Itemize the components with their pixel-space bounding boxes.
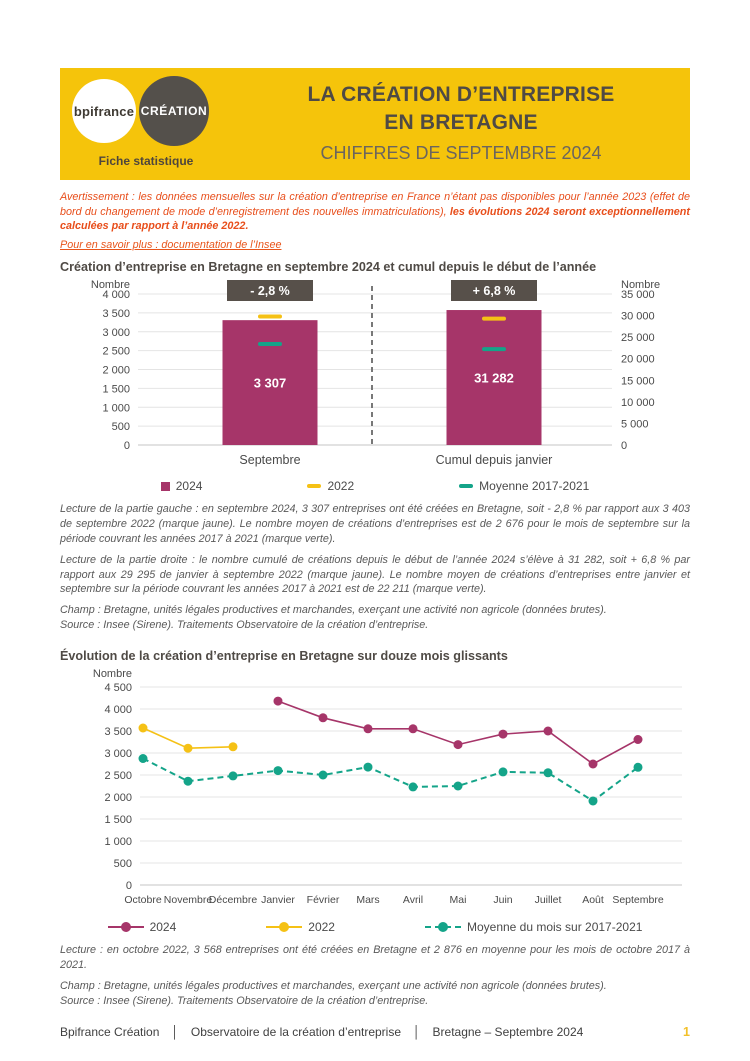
report-header xyxy=(60,68,690,180)
svg-text:Novembre: Novembre xyxy=(163,894,213,907)
footer-separator-2: │ xyxy=(413,1025,421,1039)
warning-text-normal: Avertissement : les données mensuelles sur la création d’entreprise en France n’étant pas disponibles pour l’année 2023 (effet de bord du changement de mode d’enregistrement des nouvelles immatriculations), xyxy=(60,191,690,218)
svg-text:2 500: 2 500 xyxy=(104,770,132,783)
warning-text-bold: les évolutions 2024 seront exceptionnellement calculées par rapport à l’année 2022. xyxy=(60,205,690,233)
legend-item-moyenne xyxy=(459,479,589,493)
svg-text:30 000: 30 000 xyxy=(621,310,655,323)
svg-text:1 500: 1 500 xyxy=(104,814,132,827)
legend-item-line-2024 xyxy=(108,920,177,934)
svg-text:3 000: 3 000 xyxy=(102,326,130,339)
bar-chart-svg xyxy=(60,280,690,476)
svg-text:- 2,8 %: - 2,8 % xyxy=(250,284,290,299)
svg-text:0: 0 xyxy=(621,440,628,453)
svg-text:Septembre: Septembre xyxy=(239,453,301,468)
note-lecture-ligne: Lecture : en octobre 2022, 3 568 entreprises ont été créées en Bretagne et 2 876 en moyenne pour les mois de octobre 2017 à 2021. xyxy=(60,944,690,972)
legend-marker-line-2024 xyxy=(108,926,144,928)
legend-label-line-2024: 2024 xyxy=(149,920,177,935)
line-chart xyxy=(60,669,690,935)
logo-block xyxy=(60,68,232,180)
legend-item-line-2022 xyxy=(266,920,335,934)
svg-text:4 500: 4 500 xyxy=(104,682,132,695)
legend-marker-line-moyenne xyxy=(425,926,461,928)
line-chart-svg xyxy=(60,669,690,917)
svg-text:2 000: 2 000 xyxy=(102,364,130,377)
legend-label-moyenne: Moyenne 2017-2021 xyxy=(479,479,590,494)
page-title-line2: EN BRETAGNE xyxy=(384,110,538,134)
svg-text:Juillet: Juillet xyxy=(534,894,562,907)
fiche-statistique-label: Fiche statistique xyxy=(98,154,194,168)
bar-chart xyxy=(60,280,690,494)
svg-text:10 000: 10 000 xyxy=(621,396,655,409)
legend-item-2024 xyxy=(161,479,203,493)
svg-text:Avril: Avril xyxy=(402,894,424,907)
section2-title: Évolution de la création d’entreprise en Bretagne sur douze mois glissants xyxy=(60,649,508,664)
page-number: 1 xyxy=(683,1025,690,1039)
svg-text:Nombre: Nombre xyxy=(90,280,130,292)
bar-chart-legend xyxy=(60,478,690,494)
section1-champ: Champ : Bretagne, unités légales productives et marchandes, exerçant une activité non agricole (données brutes). xyxy=(60,604,607,617)
line-chart-legend xyxy=(60,919,690,935)
note-lecture-gauche: Lecture de la partie gauche : en septembre 2024, 3 307 entreprises ont été créées en Bretagne, soit - 2,8 % par rapport aux 3 403 de septembre 2022 (marque jaune). Le nombre moyen de créations d’entreprises est de 2 676 pour le mois de septembre sur la période couvrant les années 2017 à 2021 (marque verte). xyxy=(60,503,690,545)
section1-title: Création d’entreprise en Bretagne en septembre 2024 et cumul depuis le début de l’année xyxy=(60,260,597,275)
svg-text:3 500: 3 500 xyxy=(104,726,132,739)
svg-text:500: 500 xyxy=(111,421,130,434)
svg-text:31 282: 31 282 xyxy=(474,370,514,386)
svg-text:25 000: 25 000 xyxy=(621,332,655,345)
page-title xyxy=(232,81,690,136)
svg-text:Cumul depuis janvier: Cumul depuis janvier xyxy=(435,453,553,468)
svg-text:5 000: 5 000 xyxy=(621,418,649,431)
section2-meta xyxy=(60,979,690,1009)
svg-text:0: 0 xyxy=(123,440,130,453)
creation-logo xyxy=(139,76,209,146)
svg-text:Septembre: Septembre xyxy=(612,894,664,907)
footer-brand: Bpifrance Création xyxy=(60,1025,160,1039)
svg-text:Juin: Juin xyxy=(493,894,513,907)
legend-marker-2022-dash xyxy=(307,484,321,488)
svg-text:35 000: 35 000 xyxy=(621,289,655,302)
svg-text:4 000: 4 000 xyxy=(104,704,132,717)
svg-text:0: 0 xyxy=(125,880,132,893)
svg-text:20 000: 20 000 xyxy=(621,353,655,366)
legend-marker-moyenne-dash xyxy=(459,484,473,488)
svg-text:Nombre: Nombre xyxy=(92,669,132,681)
svg-text:4 000: 4 000 xyxy=(102,289,130,302)
legend-label-line-moyenne: Moyenne du mois sur 2017-2021 xyxy=(466,920,643,935)
svg-text:2 500: 2 500 xyxy=(102,345,130,358)
warning-text xyxy=(60,190,690,234)
creation-logo-text: CRÉATION xyxy=(140,104,208,118)
svg-text:+ 6,8 %: + 6,8 % xyxy=(472,284,516,299)
legend-marker-2024-square xyxy=(161,482,170,491)
page-title-line1: LA CRÉATION D’ENTREPRISE xyxy=(307,83,615,106)
legend-marker-line-2022 xyxy=(266,926,302,928)
section2-champ: Champ : Bretagne, unités légales productives et marchandes, exerçant une activité non agricole (données brutes). xyxy=(60,979,607,992)
svg-text:3 307: 3 307 xyxy=(253,375,287,391)
svg-text:1 000: 1 000 xyxy=(102,402,130,415)
legend-label-2024: 2024 xyxy=(175,479,203,494)
footer-separator-1: │ xyxy=(171,1025,179,1039)
section1-meta xyxy=(60,603,690,633)
legend-item-2022 xyxy=(307,479,354,493)
svg-text:3 500: 3 500 xyxy=(102,307,130,320)
insee-documentation-link[interactable]: Pour en savoir plus : documentation de l’Insee xyxy=(60,239,282,252)
svg-text:1 500: 1 500 xyxy=(102,383,130,396)
svg-text:Février: Février xyxy=(306,894,340,907)
footer-edition: Bretagne – Septembre 2024 xyxy=(432,1025,584,1039)
header-titles xyxy=(232,68,690,180)
section1-source: Source : Insee (Sirene). Traitements Observatoire de la création d’entreprise. xyxy=(60,619,429,632)
svg-text:3 000: 3 000 xyxy=(104,748,132,761)
footer-org: Observatoire de la création d’entreprise xyxy=(190,1025,402,1039)
bpifrance-logo-text: bpifrance xyxy=(73,103,135,119)
svg-text:15 000: 15 000 xyxy=(621,375,655,388)
legend-label-2022: 2022 xyxy=(327,479,355,494)
svg-text:Octobre: Octobre xyxy=(124,894,162,907)
svg-text:Mai: Mai xyxy=(449,894,467,907)
svg-text:1 000: 1 000 xyxy=(104,836,132,849)
note-lecture-droite: Lecture de la partie droite : le nombre cumulé de créations depuis le début de l’année 2024 s’élève à 31 282, soit + 6,8 % par rapport aux 29 295 de janvier à septembre 2022 (marque jaune). Le nombre moyen de créations d’entreprises entre janvier et septembre sur la période couvrant les années 2017 à 2021 est de 22 211 (marque verte). xyxy=(60,553,690,596)
svg-text:Août: Août xyxy=(582,894,604,907)
page-footer xyxy=(60,1025,690,1039)
svg-text:Décembre: Décembre xyxy=(208,894,258,907)
svg-text:Janvier: Janvier xyxy=(261,894,295,907)
page-subtitle: CHIFFRES DE SEPTEMBRE 2024 xyxy=(320,143,602,164)
legend-label-line-2022: 2022 xyxy=(308,920,335,935)
svg-text:2 000: 2 000 xyxy=(104,792,132,805)
legend-item-line-moyenne xyxy=(425,920,642,934)
section2-source: Source : Insee (Sirene). Traitements Observatoire de la création d’entreprise. xyxy=(60,994,429,1007)
bpifrance-logo xyxy=(72,79,136,143)
svg-text:Mars: Mars xyxy=(356,894,380,907)
svg-text:500: 500 xyxy=(113,858,132,871)
svg-text:Nombre: Nombre xyxy=(621,280,661,292)
